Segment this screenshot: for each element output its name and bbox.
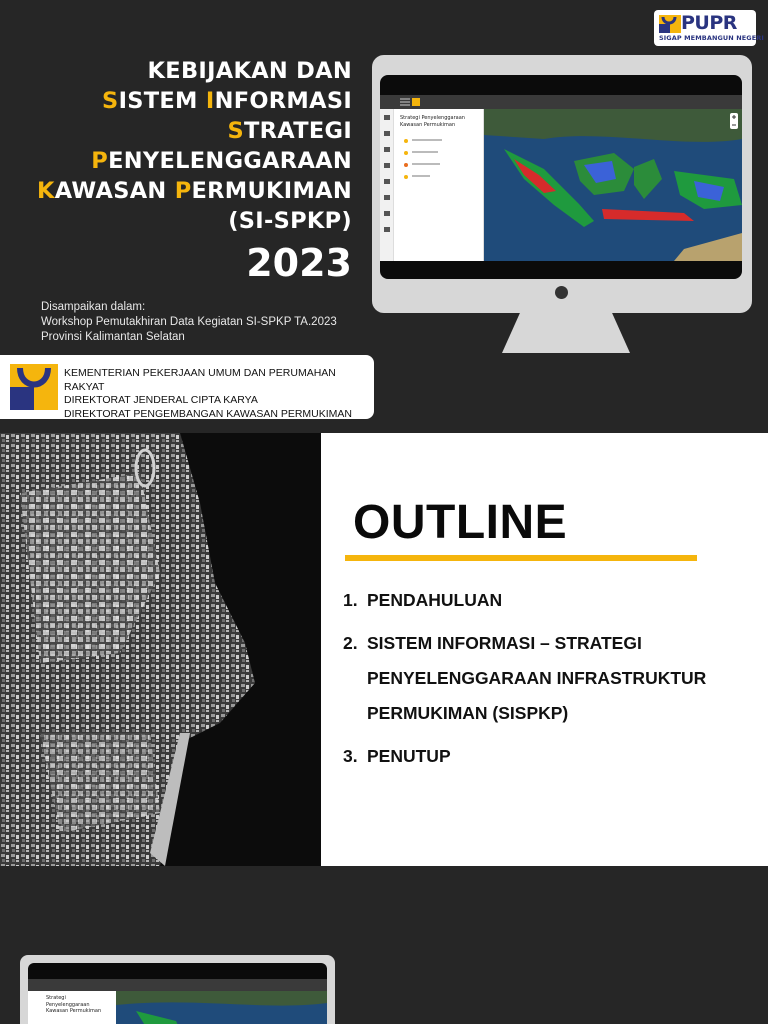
legend-icons [394,135,484,215]
title-line-2: SISTEM INFORMASI [102,88,352,114]
outline-slide [0,433,768,866]
app-screenshot [380,95,742,261]
next-slide-partial [0,867,768,1024]
ministry-banner [0,355,374,419]
title-year: 2023 [246,241,352,285]
presented-label: Disampaikan dalam: [41,301,146,313]
ministry-line-2: DIREKTORAT JENDERAL CIPTA KARYA [64,394,258,406]
indonesia-map-2 [116,991,327,1024]
pupr-emblem-icon [659,15,681,33]
app-topbar-2 [28,979,327,991]
app-logo-icon [412,98,420,106]
presentation-title [20,56,352,286]
monitor-screen-2 [28,963,327,1024]
map-graphic-2 [116,991,327,1024]
title-line-4: PENYELENGGARAAN [91,148,352,174]
outline-item-3: 3. PENUTUP [343,746,451,766]
presentation-context [41,300,337,345]
monitor-mockup [372,55,752,313]
presented-event: Workshop Pemutakhiran Data Kegiatan SI-SPKP TA.2023 [41,316,337,328]
monitor-power-icon [555,286,568,299]
app-sidebar [380,109,394,261]
sidebar-icons [380,109,394,261]
menu-icon [400,98,410,106]
logo-tagline: SIGAP MEMBANGUN NEGERI [659,34,764,42]
presented-place: Provinsi Kalimantan Selatan [41,331,185,343]
outline-item-1: 1. PENDAHULUAN [343,590,503,610]
app-topbar [380,95,742,109]
title-line-6: (SI-SPKP) [228,208,352,234]
title-slide [0,0,768,432]
monitor-mockup-2 [20,955,335,1024]
outline-heading: OUTLINE [353,496,568,549]
outline-item-2: 2. SISTEM INFORMASI – STRATEGI PENYELENGGARAAN INFRASTRUKTUR PERMUKIMAN (SISPKP) [343,633,707,723]
app-panel-title-2: Strategi Penyelenggaraan Kawasan Permukiman [46,995,102,1014]
monitor-stand [502,313,630,353]
pupr-logo [654,10,764,46]
app-layer-panel [394,109,484,261]
app-screenshot-2 [28,979,327,1024]
ministry-emblem-icon [10,364,58,410]
ministry-line-1: KEMENTERIAN PEKERJAAN UMUM DAN PERUMAHAN RAKYAT [64,367,336,393]
aerial-city-image [0,433,321,866]
logo-wordmark: PUPR [681,12,737,34]
title-line-5: KAWASAN PERMUKIMAN [36,178,352,204]
ministry-line-3: DIREKTORAT PENGEMBANGAN KAWASAN PERMUKIMAN [64,407,353,420]
outline-list [343,583,743,782]
heading-underline [345,555,697,561]
zoom-control-icon [730,113,738,129]
indonesia-map [484,109,742,261]
title-line-3: STRATEGI [227,118,352,144]
title-line-1: KEBIJAKAN DAN [147,58,352,84]
app-panel-title: Strategi Penyelenggaraan Kawasan Permukiman [400,115,465,128]
aerial-city-photo [0,433,321,866]
map-graphic [484,109,742,261]
monitor-screen [380,75,742,279]
